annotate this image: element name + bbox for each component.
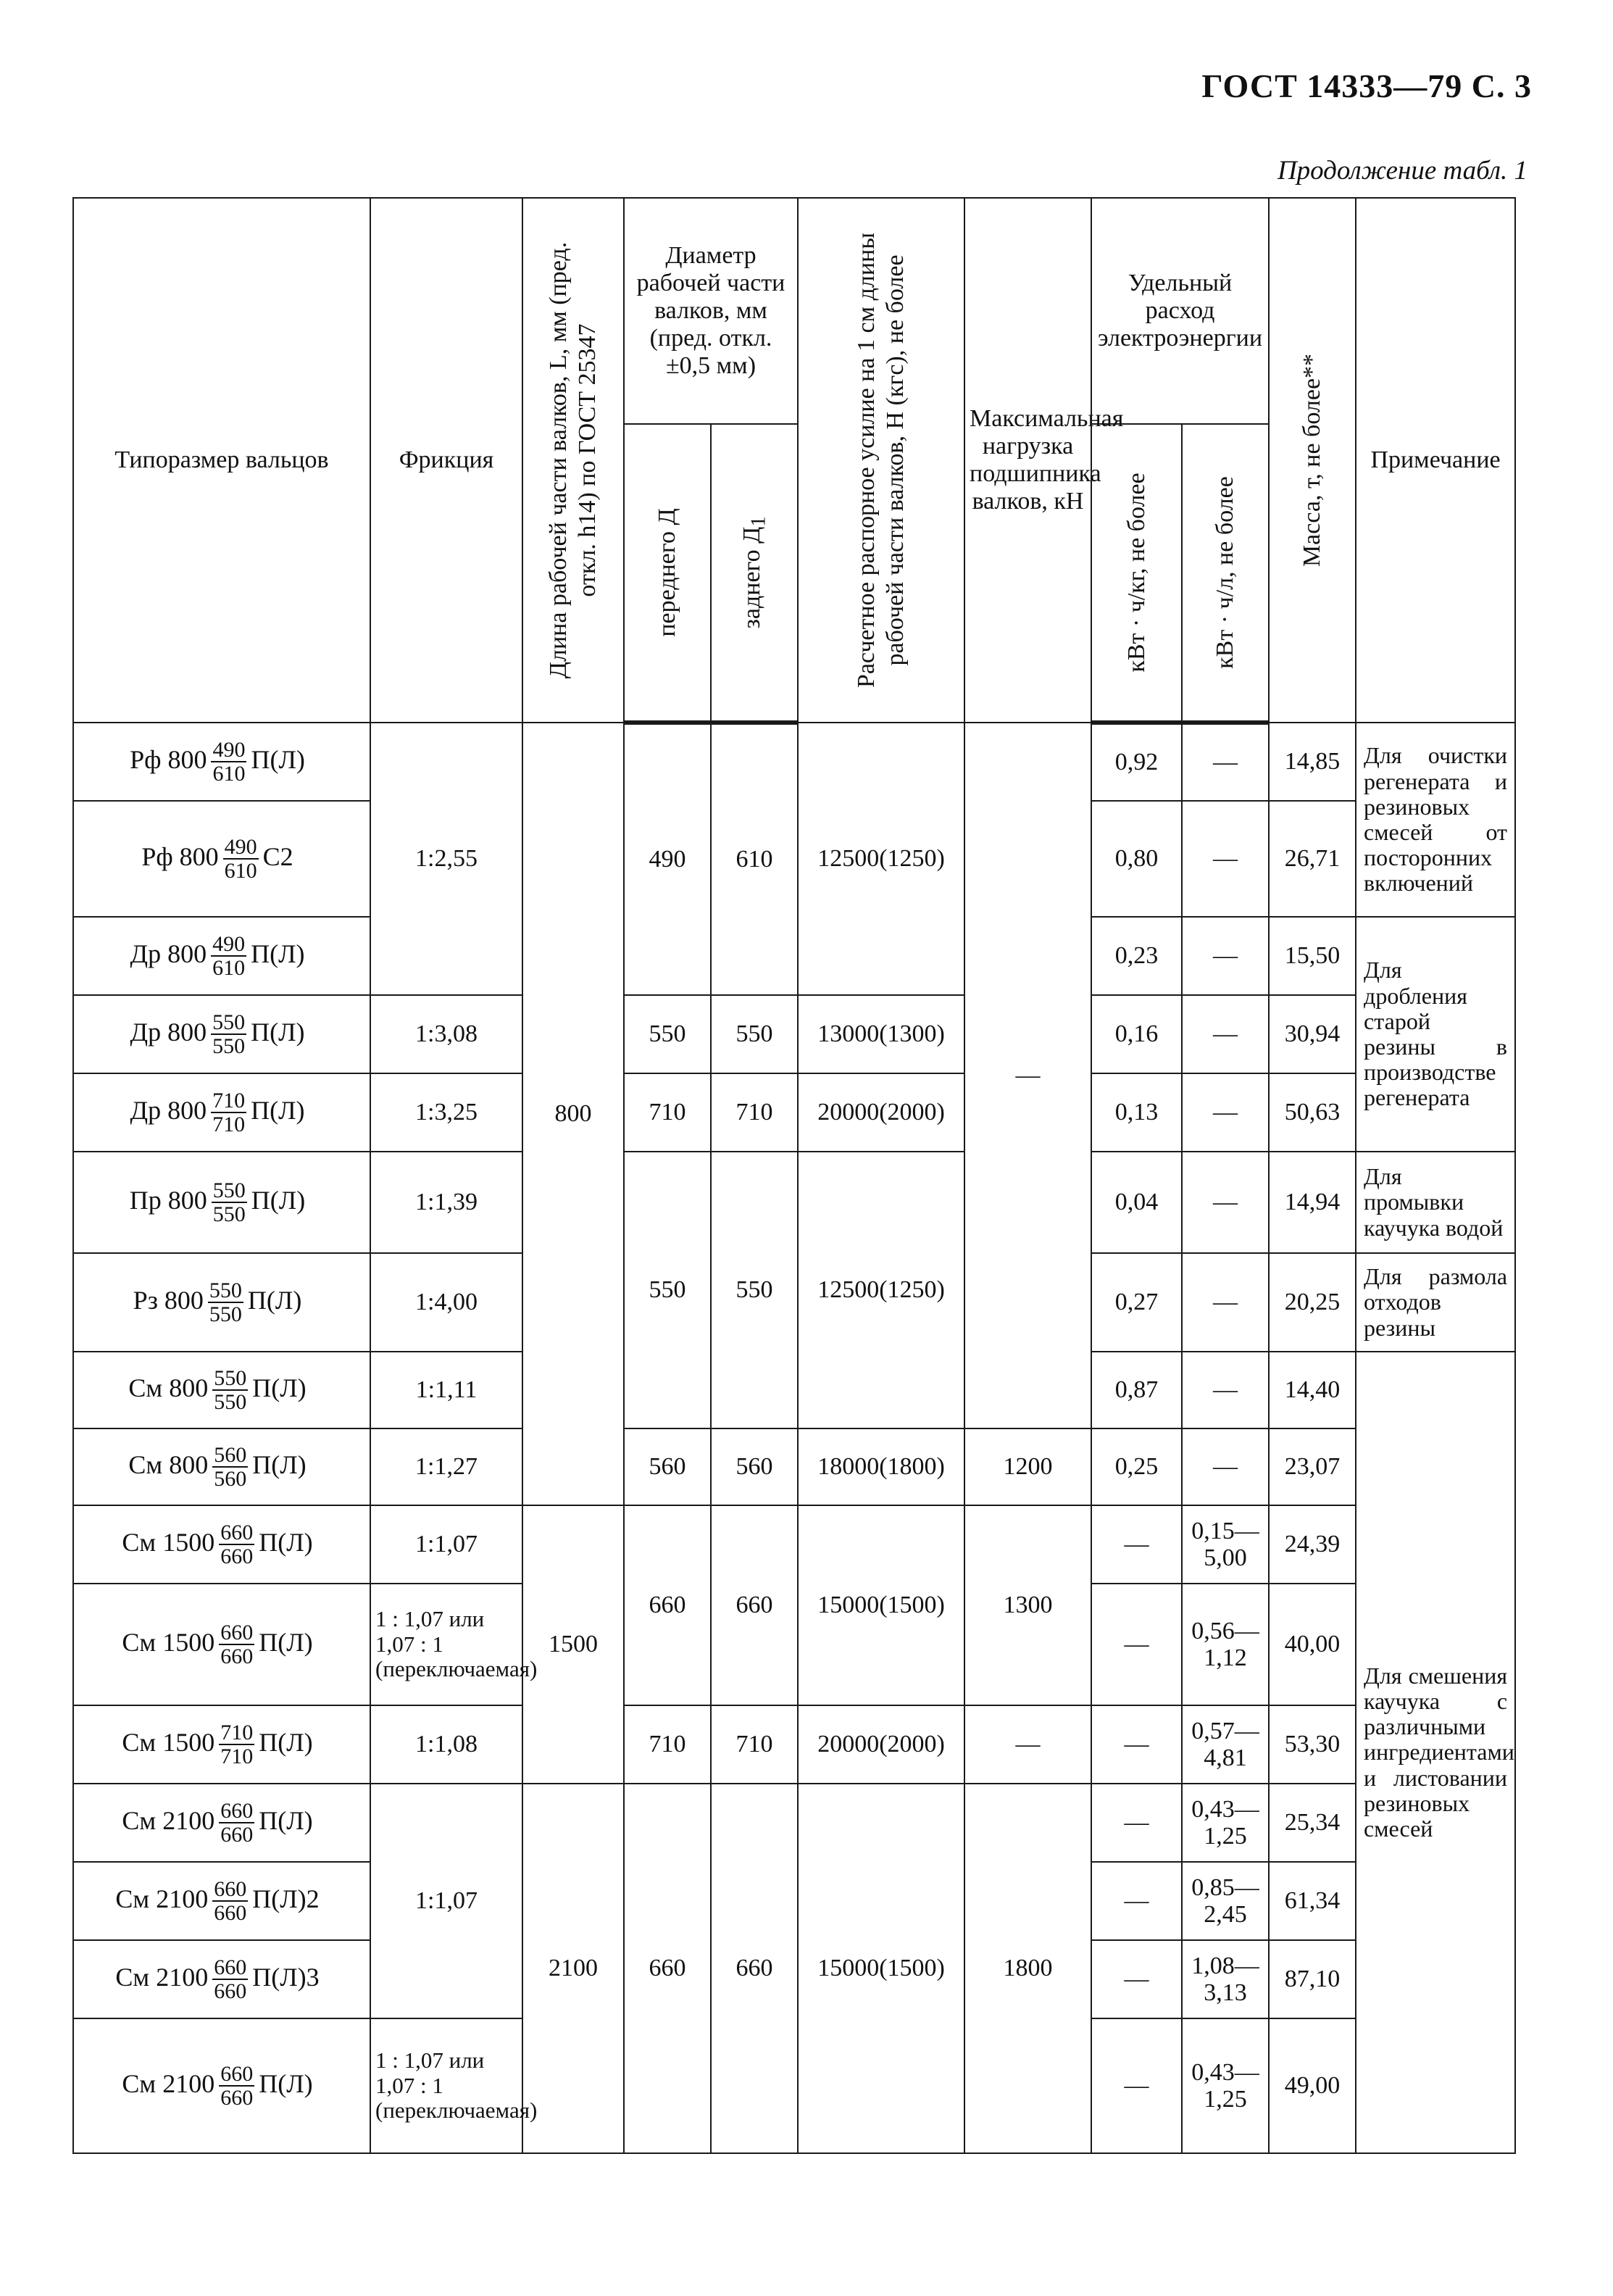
friction-cell: 1:1,11 [370, 1352, 522, 1428]
col-header-rear: заднего $Д_1$ [711, 424, 798, 723]
kwh-kg-cell: 0,25 [1091, 1428, 1182, 1505]
friction-cell: 1:4,00 [370, 1253, 522, 1352]
friction-cell: 1:3,25 [370, 1073, 522, 1152]
size-fraction: $\frac{550}{550}$ [209, 1278, 242, 1326]
mass-cell: 50,63 [1269, 1073, 1356, 1152]
kwh-l-cell: 0,43—1,25 [1182, 1784, 1269, 1862]
friction-cell: 1:1,07 [370, 1505, 522, 1584]
rear-diameter-cell: 550 [711, 1152, 798, 1428]
note-cell: Для промывки каучука водой [1356, 1152, 1515, 1253]
col-header-mass: Масса, т, не более** [1269, 198, 1356, 723]
friction-cell: 1:2,55 [370, 723, 522, 995]
type-cell: Рф 800 $\frac{490}{610}$ П(Л) [73, 723, 370, 801]
type-cell: См 1500 $\frac{660}{660}$ П(Л) [73, 1505, 370, 1584]
front-diameter-cell: 710 [624, 1073, 711, 1152]
kwh-l-cell: — [1182, 995, 1269, 1073]
mass-cell: 53,30 [1269, 1705, 1356, 1784]
note-cell: Для очистки регенерата и резиновых смесей от посторонних включений [1356, 723, 1515, 917]
note-cell: Для дробления старой резины в производстве регенерата [1356, 917, 1515, 1152]
rear-diameter-cell: 710 [711, 1705, 798, 1784]
type-cell: См 2100 $\frac{660}{660}$ П(Л)3 [73, 1940, 370, 2018]
mass-cell: 61,34 [1269, 1862, 1356, 1940]
kwh-kg-cell: — [1091, 2018, 1182, 2153]
col-header-energy: Удельный расход электроэнергии [1091, 198, 1269, 424]
friction-cell: 1 : 1,07 или 1,07 : 1 (переключаемая) [370, 1584, 522, 1705]
size-fraction: $\frac{550}{550}$ [214, 1365, 247, 1414]
kwh-l-cell: — [1182, 1352, 1269, 1428]
kwh-kg-cell: 0,23 [1091, 917, 1182, 995]
col-header-force: Расчетное распорное усилие на 1 см длины рабочей части валков, Н (кгс), не более [798, 198, 964, 723]
kwh-kg-cell: 0,04 [1091, 1152, 1182, 1253]
size-fraction: $\frac{660}{660}$ [220, 2061, 254, 2110]
note-cell: Для смешения каучука с различными ингредиентами и листовании резиновых смесей [1356, 1352, 1515, 2153]
force-cell: 12500(1250) [798, 723, 964, 995]
size-fraction: $\frac{710}{710}$ [220, 1720, 254, 1768]
size-fraction: $\frac{490}{610}$ [212, 931, 246, 980]
col-header-type: Типоразмер вальцов [73, 198, 370, 723]
rear-diameter-cell: 660 [711, 1505, 798, 1705]
mass-cell: 15,50 [1269, 917, 1356, 995]
force-cell: 20000(2000) [798, 1073, 964, 1152]
force-cell: 18000(1800) [798, 1428, 964, 1505]
rear-diameter-cell: 560 [711, 1428, 798, 1505]
force-cell: 15000(1500) [798, 1784, 964, 2153]
table-row [73, 1705, 1515, 1784]
kwh-l-cell: — [1182, 1428, 1269, 1505]
kwh-kg-cell: 0,27 [1091, 1253, 1182, 1352]
kwh-l-cell: — [1182, 1152, 1269, 1253]
length-cell: 800 [522, 723, 624, 1505]
rear-diameter-cell: 550 [711, 995, 798, 1073]
friction-cell: 1:1,27 [370, 1428, 522, 1505]
col-header-diameter: Диаметр рабочей части валков, мм (пред. откл. ±0,5 мм) [624, 198, 798, 424]
force-cell: 15000(1500) [798, 1505, 964, 1705]
table-continuation-label: Продолжение табл. 1 [1277, 156, 1527, 186]
kwh-kg-cell: 0,13 [1091, 1073, 1182, 1152]
kwh-kg-cell: — [1091, 1784, 1182, 1862]
load-cell: — [964, 723, 1091, 1428]
type-cell: Др 800 $\frac{710}{710}$ П(Л) [73, 1073, 370, 1152]
mass-cell: 25,34 [1269, 1784, 1356, 1862]
mass-cell: 24,39 [1269, 1505, 1356, 1584]
kwh-kg-cell: — [1091, 1505, 1182, 1584]
type-cell: См 800 $\frac{550}{550}$ П(Л) [73, 1352, 370, 1428]
type-cell: Рз 800 $\frac{550}{550}$ П(Л) [73, 1253, 370, 1352]
size-fraction: $\frac{660}{660}$ [220, 1798, 254, 1847]
force-cell: 12500(1250) [798, 1152, 964, 1428]
type-cell: Пр 800 $\frac{550}{550}$ П(Л) [73, 1152, 370, 1253]
kwh-l-cell: — [1182, 1253, 1269, 1352]
type-cell: Др 800 $\frac{550}{550}$ П(Л) [73, 995, 370, 1073]
kwh-l-cell: 0,43—1,25 [1182, 2018, 1269, 2153]
size-fraction: $\frac{660}{660}$ [214, 1955, 247, 2003]
size-fraction: $\frac{550}{550}$ [212, 1178, 246, 1226]
length-cell: 2100 [522, 1784, 624, 2153]
size-fraction: $\frac{560}{560}$ [214, 1442, 247, 1491]
rear-diameter-cell: 610 [711, 723, 798, 995]
type-cell: См 2100 $\frac{660}{660}$ П(Л)2 [73, 1862, 370, 1940]
kwh-l-cell: 0,56—1,12 [1182, 1584, 1269, 1705]
mass-cell: 14,94 [1269, 1152, 1356, 1253]
col-header-note: Примечание [1356, 198, 1515, 723]
friction-cell: 1:1,39 [370, 1152, 522, 1253]
rear-diameter-cell: 710 [711, 1073, 798, 1152]
load-cell: 1200 [964, 1428, 1091, 1505]
type-cell: См 2100 $\frac{660}{660}$ П(Л) [73, 2018, 370, 2153]
force-cell: 13000(1300) [798, 995, 964, 1073]
size-fraction: $\frac{660}{660}$ [214, 1876, 247, 1925]
size-fraction: $\frac{660}{660}$ [220, 1520, 254, 1568]
kwh-kg-cell: 0,92 [1091, 723, 1182, 801]
kwh-kg-cell: 0,87 [1091, 1352, 1182, 1428]
type-cell: См 800 $\frac{560}{560}$ П(Л) [73, 1428, 370, 1505]
rear-diameter-cell: 660 [711, 1784, 798, 2153]
table-row [73, 1152, 1515, 1253]
load-cell: 1800 [964, 1784, 1091, 2153]
kwh-kg-cell: — [1091, 1940, 1182, 2018]
page-header: ГОСТ 14333—79 С. 3 [1201, 67, 1532, 104]
table-row [73, 995, 1515, 1073]
mass-cell: 40,00 [1269, 1584, 1356, 1705]
table-row [73, 1505, 1515, 1584]
kwh-l-cell: 0,57—4,81 [1182, 1705, 1269, 1784]
front-diameter-cell: 490 [624, 723, 711, 995]
mass-cell: 87,10 [1269, 1940, 1356, 2018]
size-fraction: $\frac{550}{550}$ [212, 1010, 246, 1058]
mass-cell: 23,07 [1269, 1428, 1356, 1505]
front-diameter-cell: 660 [624, 1784, 711, 2153]
type-cell: Рф 800 $\frac{490}{610}$ С2 [73, 801, 370, 917]
kwh-kg-cell: 0,80 [1091, 801, 1182, 917]
friction-cell: 1:1,07 [370, 1784, 522, 2018]
col-header-friction: Фрикция [370, 198, 522, 723]
col-header-load: Максимальная нагрузка подшипника валков, кН [964, 198, 1091, 723]
friction-cell: 1 : 1,07 или 1,07 : 1 (переключаемая) [370, 2018, 522, 2153]
kwh-l-cell: 0,15—5,00 [1182, 1505, 1269, 1584]
size-fraction: $\frac{490}{610}$ [212, 737, 246, 786]
force-cell: 20000(2000) [798, 1705, 964, 1784]
table-row [73, 1428, 1515, 1505]
kwh-kg-cell: — [1091, 1862, 1182, 1940]
load-cell: 1300 [964, 1505, 1091, 1705]
load-cell: — [964, 1705, 1091, 1784]
type-cell: Др 800 $\frac{490}{610}$ П(Л) [73, 917, 370, 995]
table-row [73, 723, 1515, 801]
col-header-kwh-l: кВт · ч/л, не более [1182, 424, 1269, 723]
rolls-specification-table [72, 197, 1516, 2154]
note-cell: Для размола отходов резины [1356, 1253, 1515, 1352]
front-diameter-cell: 710 [624, 1705, 711, 1784]
type-cell: См 2100 $\frac{660}{660}$ П(Л) [73, 1784, 370, 1862]
kwh-l-cell: 1,08—3,13 [1182, 1940, 1269, 2018]
friction-cell: 1:1,08 [370, 1705, 522, 1784]
mass-cell: 14,85 [1269, 723, 1356, 801]
size-fraction: $\frac{710}{710}$ [212, 1088, 246, 1136]
kwh-l-cell: 0,85—2,45 [1182, 1862, 1269, 1940]
col-header-length: Длина рабочей части валков, L, мм (пред. откл. h14) по ГОСТ 25347 [522, 198, 624, 723]
kwh-kg-cell: 0,16 [1091, 995, 1182, 1073]
front-diameter-cell: 550 [624, 995, 711, 1073]
kwh-l-cell: — [1182, 1073, 1269, 1152]
table-row [73, 1073, 1515, 1152]
kwh-l-cell: — [1182, 917, 1269, 995]
size-fraction: $\frac{490}{610}$ [224, 834, 257, 883]
friction-cell: 1:3,08 [370, 995, 522, 1073]
mass-cell: 30,94 [1269, 995, 1356, 1073]
kwh-l-cell: — [1182, 801, 1269, 917]
type-cell: См 1500 $\frac{660}{660}$ П(Л) [73, 1584, 370, 1705]
mass-cell: 14,40 [1269, 1352, 1356, 1428]
col-header-front: переднего Д [624, 424, 711, 723]
kwh-l-cell: — [1182, 723, 1269, 801]
front-diameter-cell: 560 [624, 1428, 711, 1505]
size-fraction: $\frac{660}{660}$ [220, 1620, 254, 1668]
length-cell: 1500 [522, 1505, 624, 1784]
type-cell: См 1500 $\frac{710}{710}$ П(Л) [73, 1705, 370, 1784]
table-row [73, 1784, 1515, 1862]
front-diameter-cell: 550 [624, 1152, 711, 1428]
mass-cell: 49,00 [1269, 2018, 1356, 2153]
kwh-kg-cell: — [1091, 1584, 1182, 1705]
col-header-kwh-kg: кВт · ч/кг, не более [1091, 424, 1182, 723]
mass-cell: 20,25 [1269, 1253, 1356, 1352]
front-diameter-cell: 660 [624, 1505, 711, 1705]
mass-cell: 26,71 [1269, 801, 1356, 917]
kwh-kg-cell: — [1091, 1705, 1182, 1784]
